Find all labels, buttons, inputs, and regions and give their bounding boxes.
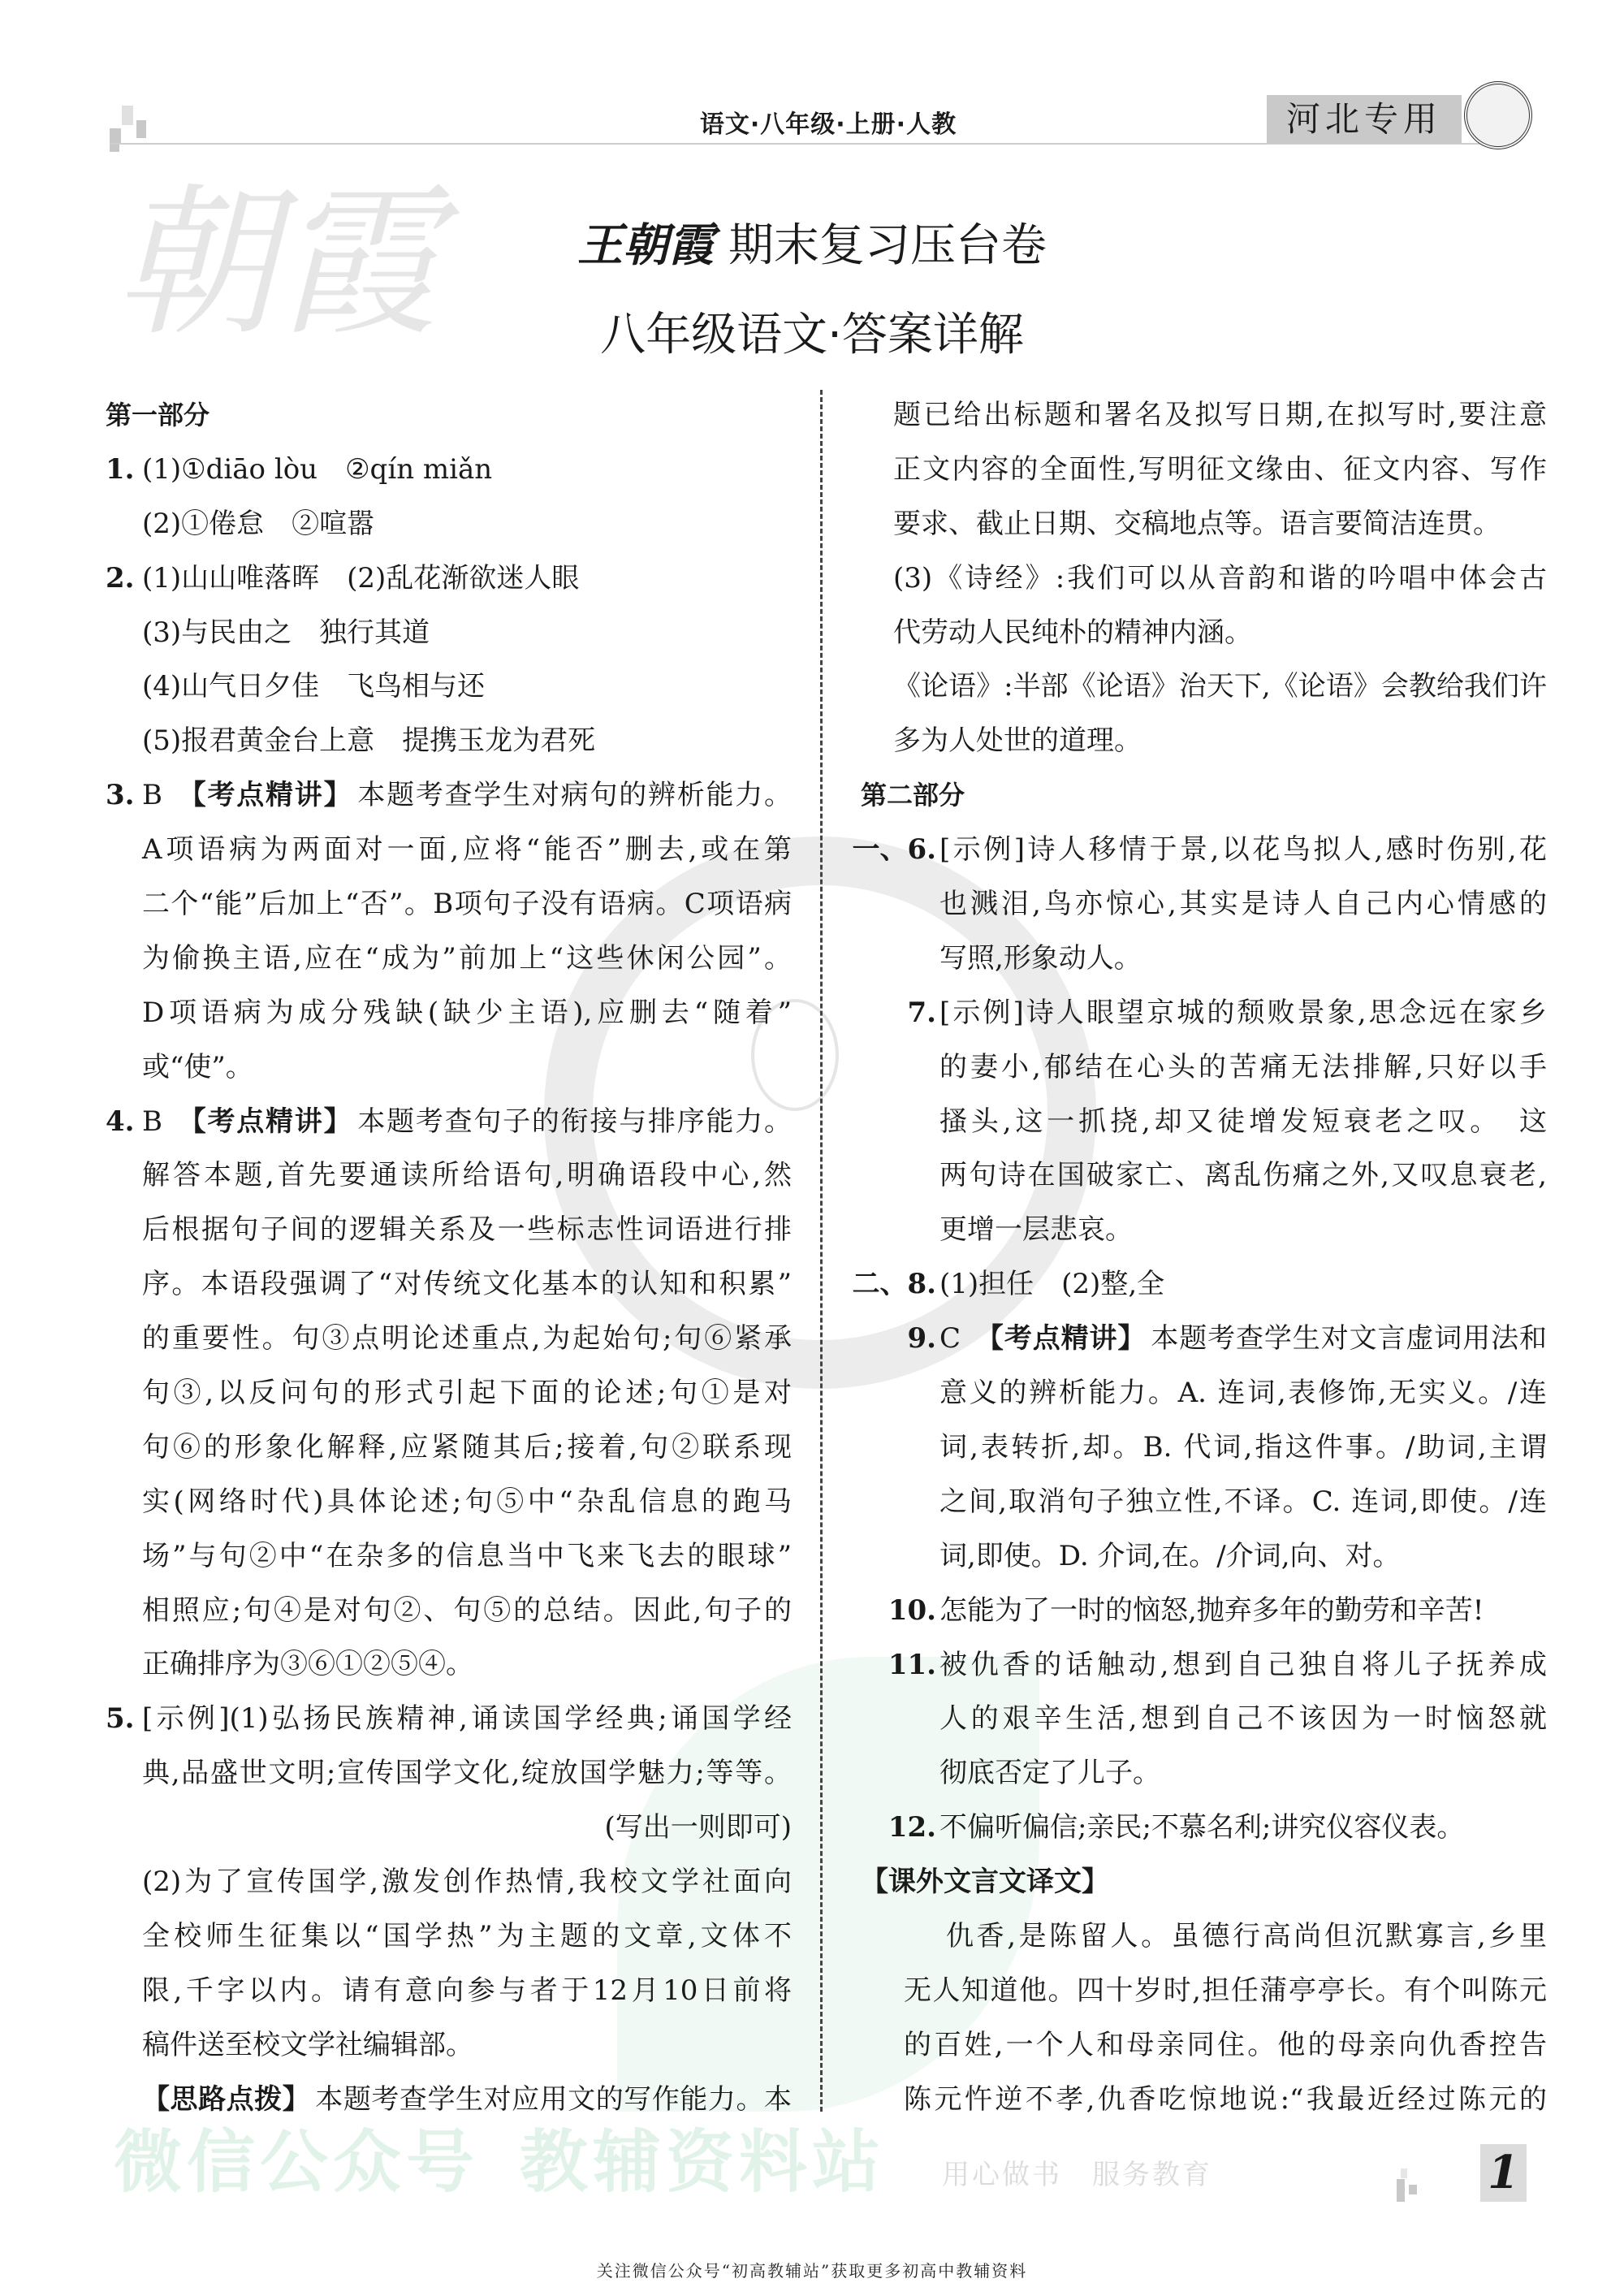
text-line: 正文内容的全面性,写明征文缘由、征文内容、写作 [893,452,1547,486]
block-lines [142,1095,792,1693]
section-header [849,768,1547,823]
decor-square [122,106,133,125]
watermark-script: 朝霞 [114,169,439,358]
answer-block [849,823,1547,986]
line-text: 本题考查学生对应用文的写作能力。本 [315,2082,793,2116]
text-line: 被仇香的话触动,想到自己独自将儿子抚养成 [939,1648,1547,1681]
explanation-tag: 【考点精讲】 [177,1105,353,1138]
page-subtitle: 八年级语文·答案详解 [600,309,1024,361]
text-line: 不偏听偏信;亲民;不慕名利;讲究仪容仪表。 [939,1811,1465,1844]
answer-choice: B [142,779,162,812]
block-lines [939,1801,1547,1855]
text-line: [示例](1)弘扬民族精神,诵读国学经典;诵国学经 [142,1702,792,1736]
answer-block [849,659,1547,768]
publisher-seal-icon [1464,81,1532,149]
block-lines [106,388,792,443]
text-line: (2)为了宣传国学,激发创作热情,我校文学社面向 [142,1866,792,1899]
question-number: 5. [106,1702,135,1736]
text-line: 词,即使。D. 介词,在。/介词,向、对。 [939,1539,1401,1572]
question-number: 11. [888,1648,936,1681]
block-lines [939,1638,1547,1801]
text-line: 两句诗在国破家亡、离乱伤痛之外,又叹息衰老, [939,1159,1547,1192]
title-text: 期末复习压台卷 [728,219,1047,272]
text-line: 正确排序为③⑥①②⑤④。 [142,1648,473,1681]
answer-choice: C [939,1322,961,1356]
decor-square [1409,2185,1417,2194]
block-lines [142,2073,792,2127]
column-divider [820,390,823,2112]
decor-square [136,120,146,138]
answer-block [106,768,792,1094]
text-line: 的妻小,郁结在心头的苦痛无法排解,只好以手 [939,1050,1547,1083]
answer-block [849,1801,1547,1855]
text-line [142,2073,792,2127]
block-lines [142,1855,792,2073]
watermark-slogan: 用心做书 服务教育 [942,2159,1212,2191]
section-header [106,388,792,443]
text-line: (3)与民由之 独行其道 [142,616,430,649]
text-line: (4)山气日夕佳 飞鸟相与还 [142,670,486,703]
text-line: 后根据句子间的逻辑关系及一些标志性词语进行排 [142,1213,792,1247]
text-line: 代劳动人民纯朴的精神内涵。 [893,616,1252,649]
text-line: 的重要性。句③点明论述重点,为起始句;句⑥紧承 [142,1322,792,1356]
watermark-wechat-text: 微信公众号 [114,2122,480,2202]
text-line: 更增一层悲哀。 [939,1213,1133,1247]
text-line: 解答本题,首先要通读所给语句,明确语段中心,然 [142,1159,792,1192]
question-number: 2. [106,561,135,595]
text-line: 句⑥的形象化解释,应紧随其后;接着,句②联系现 [142,1430,792,1464]
text-line: 要求、截止日期、交稿地点等。语言要简洁连贯。 [893,507,1501,540]
block-lines [861,768,1547,823]
decor-square [1401,2168,1407,2178]
text-line: 彻底否定了儿子。 [939,1757,1160,1790]
text-line: (1)山山唯落晖 (2)乱花渐欲迷人眼 [142,561,580,595]
answer-block [849,388,1547,551]
decor-square [110,128,121,143]
left-column [106,388,792,2127]
text-line: 序。本语段强调了“对传统文化基本的认知和积累” [142,1268,792,1301]
question-number: 3. [106,779,135,812]
text-line: 题已给出标题和署名及拟写日期,在拟写时,要注意 [893,399,1547,431]
section-heading [849,1855,1547,1909]
decor-square [1397,2179,1405,2202]
block-lines [893,659,1547,768]
answer-block [849,551,1547,660]
question-number: 二、8. [852,1268,936,1301]
text-line: 或“使”。 [142,1050,253,1083]
text-line: (1)担任 (2)整,全 [939,1268,1165,1301]
text-line: 典,品盛世文明;宣传国学文化,绽放国学魅力;等等。 [142,1757,792,1790]
right-column [849,388,1547,2127]
section-title: 第二部分 [861,780,965,811]
answer-block [106,1692,792,1801]
text-line: 人的艰辛生活,想到自己不该因为一时恼怒就 [939,1702,1547,1736]
text-line: (5)报君黄金台上意 提携玉龙为君死 [142,724,596,758]
text-line: 场”与句②中“在杂多的信息当中飞来飞去的眼球” [142,1539,792,1572]
block-lines [142,1801,792,1855]
text-line: (写出一则即可) [604,1811,792,1844]
text-line: 全校师生征集以“国学热”为主题的文章,文体不 [142,1919,792,1952]
question-number: 7. [907,996,936,1029]
text-line: A项语病为两面对一面,应将“能否”删去,或在第 [142,833,792,867]
answer-block [849,1638,1547,1801]
page-number: 1 [1480,2144,1527,2202]
question-number: 9. [907,1322,936,1356]
block-lines [939,1257,1547,1312]
answer-block [849,1312,1547,1583]
watermark-site-text: 教辅资料站 [520,2122,886,2202]
text-line: 搔头,这一抓挠,却又徒增发短衰老之叹。 这 [939,1105,1547,1138]
answer-block [106,1801,792,1855]
text-line: 二个“能”后加上“否”。B项句子没有语病。C项语病 [142,888,792,921]
block-lines [939,823,1547,986]
text-line: 《论语》:半部《论语》治天下,《论语》会教给我们许 [893,670,1547,703]
text-line: 也溅泪,鸟亦惊心,其实是诗人自己内心情感的 [939,888,1547,921]
question-number: 10. [888,1593,936,1627]
question-number: 1. [106,452,135,486]
text-line: 怎能为了一时的恼怒,抛弃多年的勤劳和辛苦! [939,1593,1484,1627]
block-lines [142,443,792,551]
block-lines [893,388,1547,551]
page-title [487,210,1137,275]
footer-notice: 关注微信公众号“初高教辅站”获取更多初高中教辅资料 [596,2261,1028,2281]
text-line: 相照应;句④是对句②、句⑤的总结。因此,句子的 [142,1593,792,1627]
text-line: 无人知道他。四十岁时,担任蒲亭亭长。有个叫陈元 [904,1974,1547,2007]
running-title: 语文·八年级·上册·人教 [699,110,957,139]
answer-block [849,1257,1547,1312]
text-line [939,1312,1547,1366]
answer-block [106,2073,792,2127]
text-line: (1)①diāo lòu ②qín miǎn [142,452,493,486]
block-lines [861,1855,1547,1909]
heading-text: 【课外文言文译文】 [861,1866,1109,1899]
block-lines [142,1692,792,1801]
region-badge: 河北专用 [1267,95,1462,144]
block-lines [939,1584,1547,1638]
text-line: 仇香,是陈留人。虽德行高尚但沉默寡言,乡里 [946,1919,1547,1952]
answer-block [106,1855,792,2073]
block-lines [893,551,1547,660]
text-line: [示例]诗人移情于景,以花鸟拟人,感时伤别,花 [939,833,1547,867]
question-number: 4. [106,1105,135,1138]
answer-block [849,1909,1547,2127]
question-number: 12. [888,1811,936,1844]
block-lines [142,768,792,1094]
text-line: 为偷换主语,应在“成为”前加上“这些休闲公园”。 [142,941,792,975]
text-line: 词,表转折,却。B. 代词,指这件事。/助词,主谓 [939,1430,1547,1464]
text-line: 陈元忤逆不孝,仇香吃惊地说:“我最近经过陈元的 [904,2082,1547,2116]
block-lines [939,1312,1547,1583]
text-line: D项语病为成分残缺(缺少主语),应删去“随着” [142,996,792,1029]
text-line [142,768,792,823]
block-lines [904,1909,1547,2127]
text-line [142,1095,792,1149]
explanation-tag: 【考点精讲】 [975,1322,1147,1356]
text-line: 多为人处世的道理。 [893,724,1142,758]
block-lines [939,986,1547,1257]
text-line: 实(网络时代)具体论述;句⑤中“杂乱信息的跑马 [142,1485,792,1518]
text-line: 意义的辨析能力。A. 连词,表修饰,无实义。/连 [939,1377,1547,1410]
text-line: 稿件送至校文学社编辑部。 [142,2028,473,2061]
question-number: 一、6. [852,833,936,867]
line-text: 本题考查句子的衔接与排序能力。 [357,1105,793,1138]
answer-block [849,986,1547,1257]
answer-block [106,443,792,551]
text-line: [示例]诗人眼望京城的颓败景象,思念远在家乡 [939,996,1547,1029]
text-line: 之间,取消句子独立性,不译。C. 连词,即使。/连 [939,1485,1547,1518]
text-line: 的百姓,一个人和母亲同住。他的母亲向仇香控告 [904,2028,1547,2061]
answer-block [849,1584,1547,1638]
explanation-tag: 【思路点拨】 [142,2082,311,2116]
text-line: (3)《诗经》:我们可以从音韵和谐的吟唱中体会古 [893,561,1547,595]
line-text: 本题考查学生对文言虚词用法和 [1151,1322,1548,1356]
line-text: 本题考查学生对病句的辨析能力。 [357,779,793,812]
answer-choice: B [142,1105,162,1138]
text-line: 限,千字以内。请有意向参与者于12月10日前将 [142,1974,792,2007]
section-title: 第一部分 [106,400,210,430]
answer-block [106,551,792,769]
block-lines [142,551,792,769]
text-line: (2)①倦怠 ②喧嚣 [142,507,375,540]
brand-logo: 王朝霞 [577,218,714,272]
text-line: 写照,形象动人。 [939,941,1142,975]
text-line: 句③,以反问句的形式引起下面的论述;句①是对 [142,1377,792,1410]
explanation-tag: 【考点精讲】 [177,779,353,812]
answer-block [106,1095,792,1693]
